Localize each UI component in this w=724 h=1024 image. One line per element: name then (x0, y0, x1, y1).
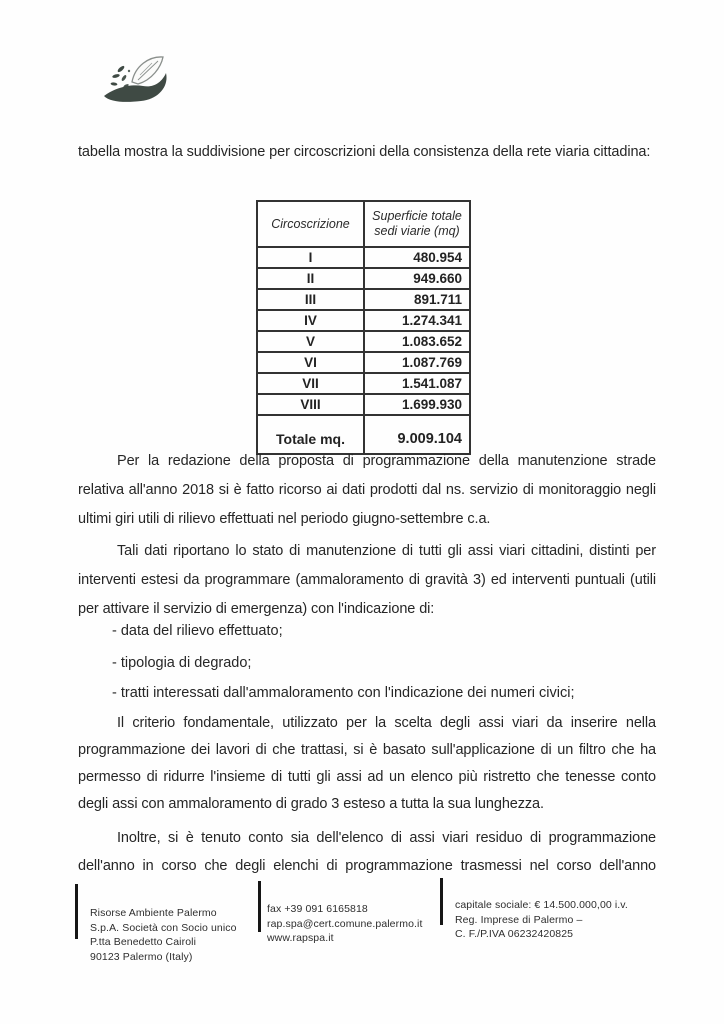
table-row (257, 331, 470, 352)
bullet-item-2: - tipologia di degrado; (112, 655, 252, 671)
footer-registry: Reg. Imprese di Palermo – (455, 913, 583, 926)
bullet-item-1: - data del rilievo effettuato; (112, 623, 283, 639)
superficie-cell: 1.541.087 (364, 373, 470, 394)
superficie-cell: 891.711 (364, 289, 470, 310)
superficie-cell: 1.087.769 (364, 352, 470, 373)
circoscrizione-cell: VIII (257, 394, 364, 415)
table-row (257, 394, 470, 415)
header-superficie: Superficie totale sedi viarie (mq) (364, 201, 470, 247)
road-surface-table (256, 200, 471, 455)
footer-contacts (267, 902, 422, 946)
rap-logo-icon (102, 54, 172, 110)
circoscrizione-cell: V (257, 331, 364, 352)
footer-divider-bar (440, 878, 443, 925)
table-row (257, 268, 470, 289)
footer-vat: C. F./P.IVA 06232420825 (455, 928, 574, 940)
footer-legal-info (455, 898, 628, 942)
footer-line: S.p.A. Società con Socio unico (90, 921, 237, 934)
footer-company-address (90, 906, 237, 964)
header-circoscrizione: Circoscrizione (257, 201, 364, 247)
table-row (257, 310, 470, 331)
circoscrizione-cell: IV (257, 310, 364, 331)
intro-paragraph: tabella mostra la suddivisione per circoscrizioni della consistenza della rete viaria cittadina: (78, 144, 651, 160)
circoscrizione-cell: II (257, 268, 364, 289)
footer-line: 90123 Palermo (Italy) (90, 950, 193, 963)
superficie-cell: 1.699.930 (364, 394, 470, 415)
paragraph-3: Il criterio fondamentale, utilizzato per la scelta degli assi viari da inserire nella programmazione dei lavori di che trattasi, si è basato sull'applicazione di un filtro che ha permesso di ridurre l'insieme di tutti gli assi ad un elenco più ristretto che tenesse conto degli assi con ammaloramento di grado 3 esteso a tutta la sua lunghezza. (78, 715, 656, 812)
circoscrizione-cell: I (257, 247, 364, 268)
table-row (257, 373, 470, 394)
footer-divider-bar (75, 884, 78, 939)
superficie-cell: 480.954 (364, 247, 470, 268)
footer-fax: fax +39 091 6165818 (267, 903, 368, 915)
superficie-cell: 949.660 (364, 268, 470, 289)
footer-line: Risorse Ambiente Palermo (90, 907, 217, 919)
paragraph-4: Inoltre, si è tenuto conto sia dell'elenco di assi viari residuo di programmazione dell'anno in corso che degli elenchi di programmazione trasmessi nel corso dell'anno (78, 830, 656, 874)
table-row (257, 247, 470, 268)
total-value-cell: 9.009.104 (364, 415, 470, 454)
total-label-cell: Totale mq. (257, 415, 364, 454)
bullet-item-3: - tratti interessati dall'ammaloramento con l'indicazione dei numeri civici; (112, 685, 575, 701)
circoscrizione-cell: VII (257, 373, 364, 394)
circoscrizione-cell: III (257, 289, 364, 310)
paragraph-2: Tali dati riportano lo stato di manutenzione di tutti gli assi viari cittadini, distinti per interventi estesi da programmare (ammaloramento di gravità 3) ed interventi puntuali (utili per attivare il servizio di emergenza) con l'indicazione di: (78, 543, 656, 617)
table-row (257, 352, 470, 373)
footer-website: www.rapspa.it (267, 932, 334, 944)
footer-email: rap.spa@cert.comune.palermo.it (267, 917, 423, 930)
paragraph-1: Per la redazione della proposta di programmazione della manutenzione strade relativa all'anno 2018 si è fatto ricorso ai dati prodotti dal ns. servizio di monitoraggio negli ultimi giri utili di rilievo effettuati nel periodo giugno-settembre c.a. (78, 453, 656, 527)
footer-divider-bar (258, 881, 261, 932)
footer-capital: capitale sociale: € 14.500.000,00 i.v. (455, 899, 628, 911)
superficie-cell: 1.274.341 (364, 310, 470, 331)
superficie-cell: 1.083.652 (364, 331, 470, 352)
circoscrizione-cell: VI (257, 352, 364, 373)
table-row (257, 289, 470, 310)
table-header-row (257, 201, 470, 247)
footer-line: P.tta Benedetto Cairoli (90, 936, 197, 948)
